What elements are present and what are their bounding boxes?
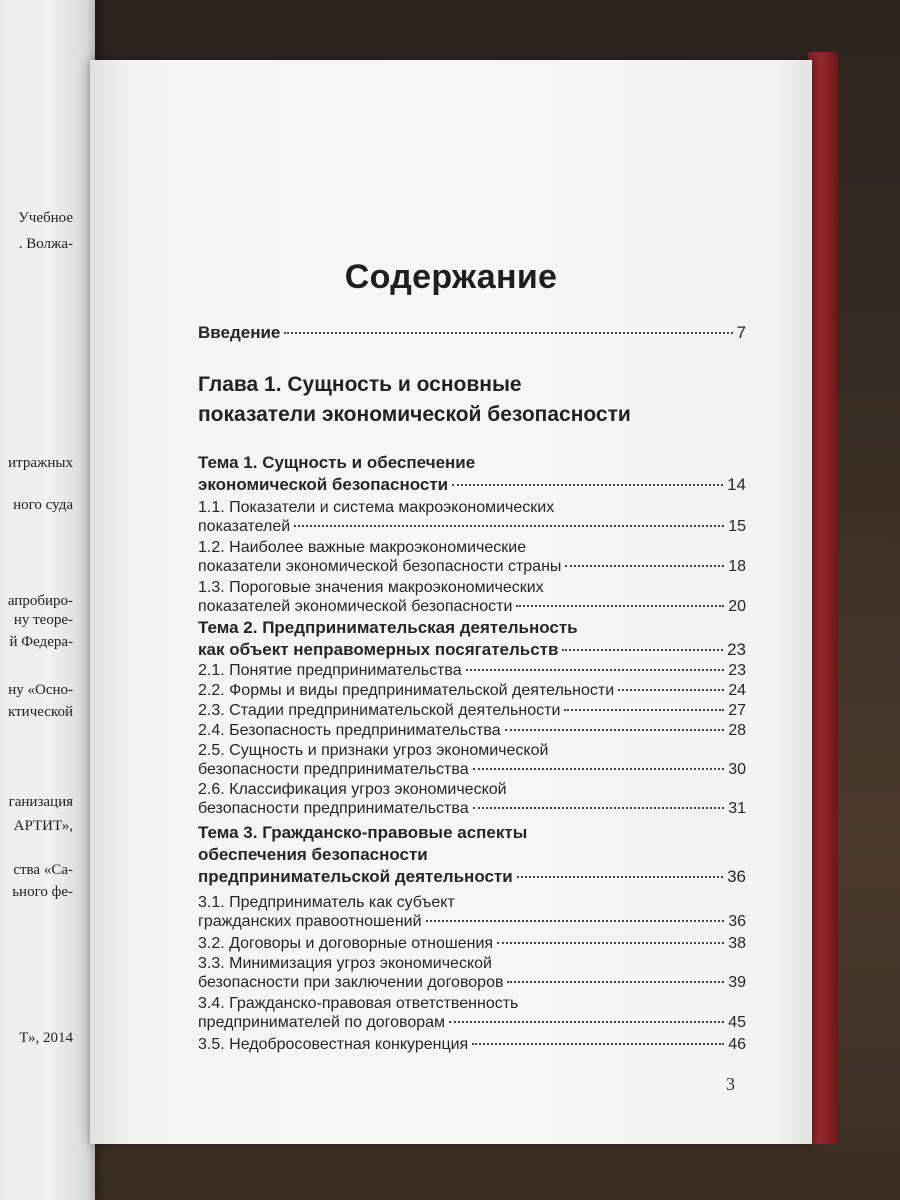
toc-page-number: 39 [728,974,746,991]
toc-entry-2-4[interactable] [198,721,746,740]
toc-page-number: 7 [736,323,746,342]
dot-leader [472,1043,724,1045]
toc-entry-2-5[interactable] [198,741,746,779]
toc-entry-label: Тема 3. Гражданско-правовые аспекты [198,823,528,842]
toc-page-number: 18 [728,558,746,575]
left-fragment: . Волжа- [18,236,73,252]
toc-entry-2-3[interactable] [198,701,746,720]
toc-entry-3-3[interactable] [198,954,746,992]
toc-entry-label: Введение [198,323,281,342]
toc-entry-label: экономической безопасности [198,475,449,494]
toc-entry-2-2[interactable] [198,681,746,700]
dot-leader [516,605,724,607]
toc-entry-label: предпринимателей по договорам [198,1014,446,1031]
toc-entry-label: 1.3. Пороговые значения макроэкономических [198,579,544,596]
left-fragment: АРТИТ», [13,818,73,834]
toc-entry-label: 2.2. Формы и виды предпринимательской деятельности [198,682,615,699]
toc-page-number: 45 [728,1014,746,1031]
toc-entry-label: 3.5. Недобросовестная конкуренция [198,1036,469,1053]
toc-entry-2-6[interactable] [198,780,746,818]
toc-entry-label: 2.6. Классификация угроз экономической [198,781,507,798]
toc-entry-label: 2.3. Стадии предпринимательской деятельности [198,702,561,719]
toc-entry-intro[interactable] [198,322,746,344]
toc-entry-3-4[interactable] [198,994,746,1032]
dot-leader [473,807,725,809]
toc-entry-label: показатели экономической безопасности страны [198,558,562,575]
toc-page-number: 23 [727,640,746,659]
toc-entry-label: безопасности предпринимательства [198,800,469,817]
left-page [0,0,95,1200]
dot-leader [473,768,725,770]
left-fragment: ного суда [13,497,73,513]
toc-entry-label: 1.1. Показатели и система макроэкономических [198,499,555,516]
toc-entry-3-2[interactable] [198,934,746,953]
toc-entry-1-2[interactable] [198,538,746,576]
toc-page-number: 20 [728,598,746,615]
toc-entry-label: 2.4. Безопасность предпринимательства [198,722,501,739]
toc-page-number: 30 [728,761,746,778]
left-fragment: апробиро- [7,593,73,609]
toc-entry-2-1[interactable] [198,661,746,680]
toc-entry-label: показателей [198,518,291,535]
dot-leader [564,709,724,711]
chapter-heading-line: Глава 1. Сущность и основные [198,373,522,396]
toc-entry-label: обеспечения безопасности [198,845,428,864]
dot-leader [505,729,725,731]
left-fragment: ну теоре- [13,612,73,628]
left-fragment: ну «Осно- [8,682,73,698]
toc-entry-label: безопасности при заключении договоров [198,974,504,991]
dot-leader [466,669,725,671]
dot-leader [562,649,723,651]
toc-page-number: 31 [728,800,746,817]
dot-leader [507,981,724,983]
left-fragment: итражных [8,455,73,471]
toc-page-number: 36 [727,867,746,886]
toc-entry-label: 3.2. Договоры и договорные отношения [198,935,494,952]
toc-page-number: 46 [728,1036,746,1053]
toc-entry-label: предпринимательской деятельности [198,867,513,886]
toc-entry-label: гражданских правоотношений [198,913,422,930]
toc-page-number: 36 [728,913,746,930]
left-fragment: ктической [8,704,73,720]
toc-page [90,60,812,1144]
dot-leader [452,484,723,486]
left-fragment: Учебное [18,210,73,226]
toc-entry-label: 2.5. Сущность и признаки угроз экономической [198,742,549,759]
left-fragment: ства «Са- [13,862,73,878]
toc-page-number: 15 [728,518,746,535]
toc-entry-label: 3.3. Минимизация угроз экономической [198,955,492,972]
toc-entry-3-1[interactable] [198,893,746,931]
dot-leader [294,525,724,527]
toc-entry-3-5[interactable] [198,1035,746,1054]
toc-page-number: 24 [728,682,746,699]
dot-leader [497,942,724,944]
dot-leader [618,689,724,691]
dot-leader [517,876,723,878]
toc-page-number: 14 [727,475,746,494]
dot-leader [449,1021,724,1023]
toc-entry-1-3[interactable] [198,578,746,616]
toc-page-number: 38 [728,935,746,952]
toc-entry-label: 3.4. Гражданско-правовая ответственность [198,995,519,1012]
chapter-heading-line: показатели экономической безопасности [198,403,631,426]
toc-entry-topic-1[interactable] [198,452,746,496]
toc-page-number: 23 [728,662,746,679]
toc-page-number: 27 [728,702,746,719]
left-fragment: Т», 2014 [19,1030,73,1046]
toc-entry-topic-3[interactable] [198,822,746,888]
left-fragment: й Федера- [9,634,73,650]
left-fragment: ганизация [8,794,73,810]
toc-entry-label: как объект неправомерных посягательств [198,640,559,659]
toc-entry-label: Тема 2. Предпринимательская деятельность [198,618,578,637]
page-number: 3 [726,1074,735,1094]
book-cover-edge [808,52,838,1144]
page-title: Содержание [344,258,558,296]
toc-entry-label: безопасности предпринимательства [198,761,469,778]
dot-leader [284,332,732,334]
left-fragment: ьного фе- [12,884,73,900]
toc-entry-topic-2[interactable] [198,617,746,661]
toc-entry-label: Тема 1. Сущность и обеспечение [198,453,476,472]
toc-entry-label: 1.2. Наиболее важные макроэкономические [198,539,527,556]
toc-entry-label: 2.1. Понятие предпринимательства [198,662,462,679]
dot-leader [565,565,724,567]
toc-page-number: 28 [728,722,746,739]
toc-entry-label: показателей экономической безопасности [198,598,513,615]
chapter-heading [198,370,746,430]
toc-entry-label: 3.1. Предприниматель как субъект [198,894,455,911]
dot-leader [426,920,725,922]
toc-entry-1-1[interactable] [198,498,746,536]
